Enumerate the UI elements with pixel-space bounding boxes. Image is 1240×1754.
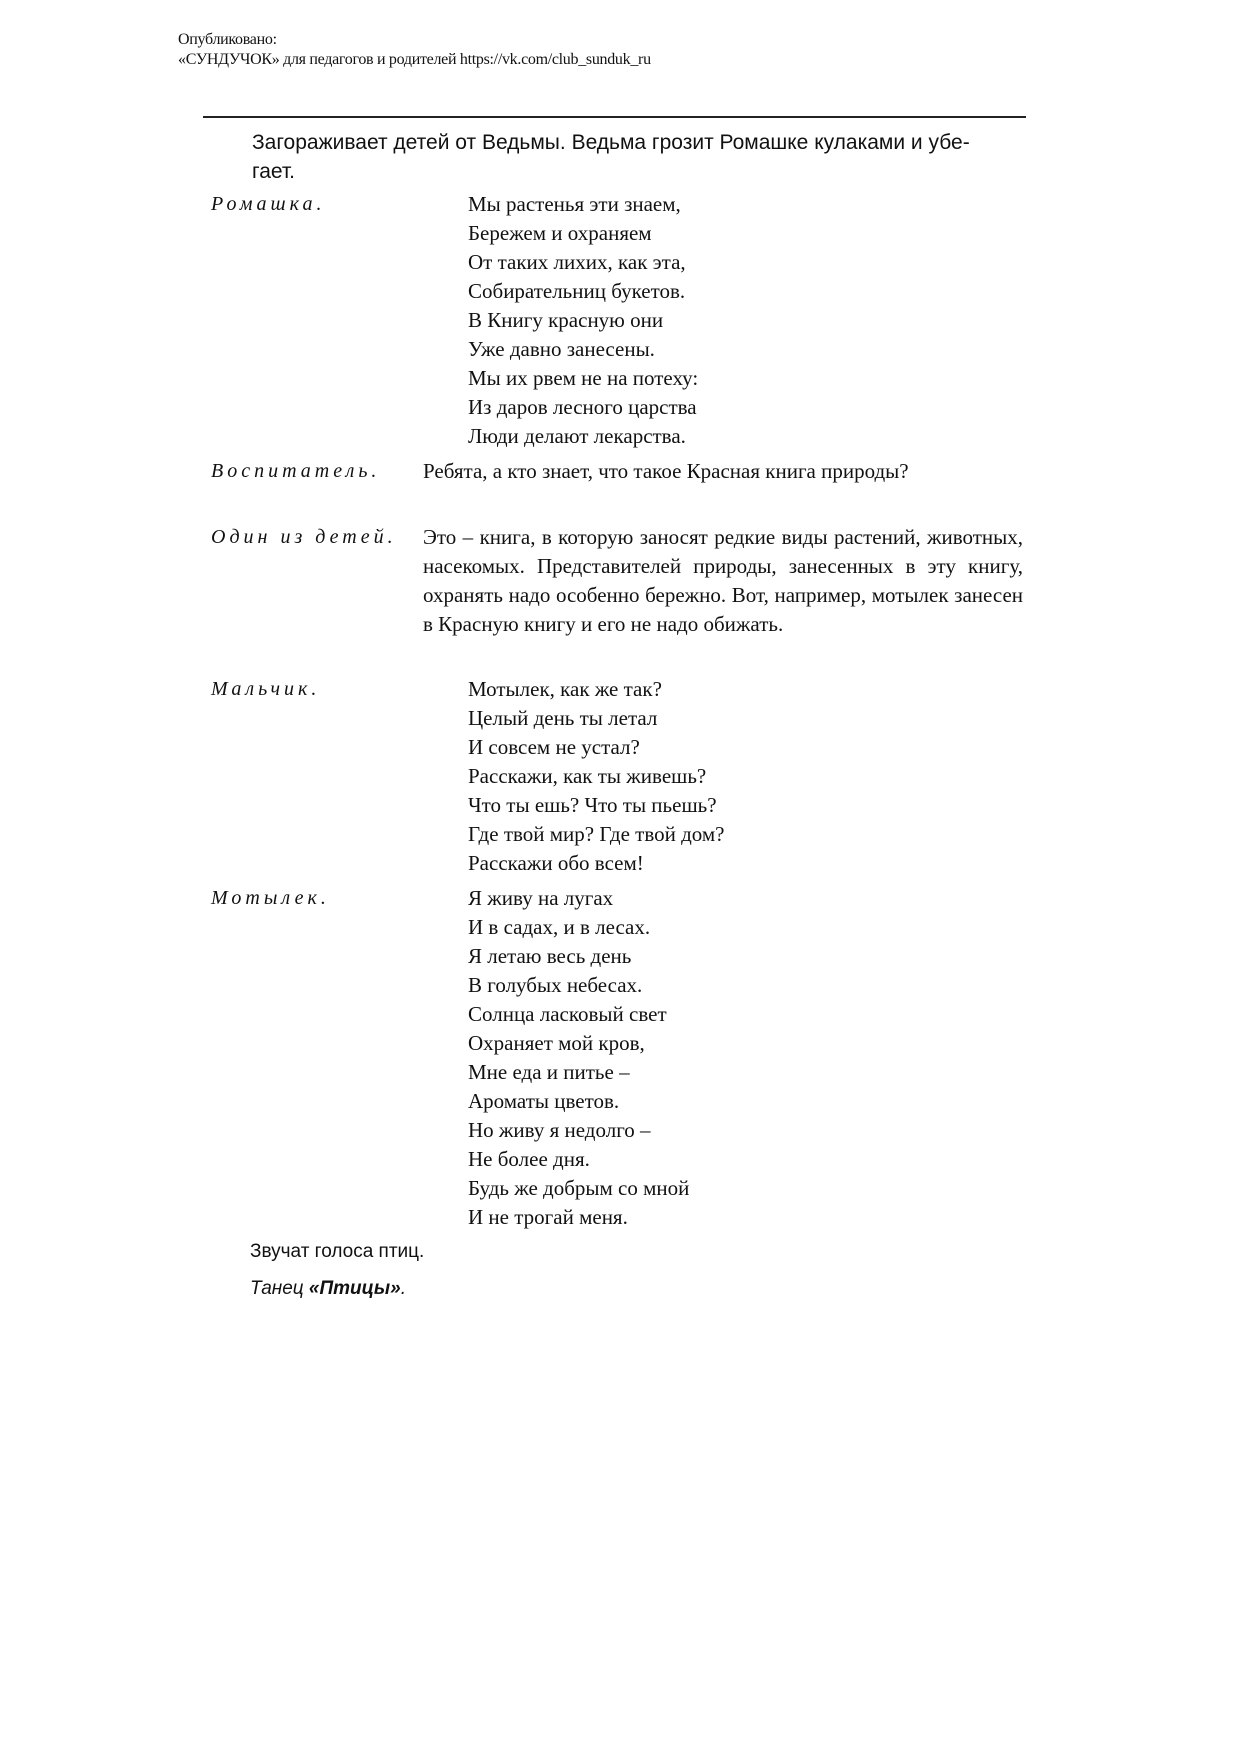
verse-line: Я живу на лугах [468,886,614,910]
speaker-vospitatel: Воспитатель. [211,460,381,482]
line-odin-iz-detey: Это – книга, в которую заносят редкие виды растений, животных, насекомых. Представителей природы, занесенных в эту книгу, охранять надо особенно бережно. Вот, например, мотылек занесен в Красную книгу и его не надо обижать. [423,525,1023,636]
stage-direction-birds: Звучат голоса птиц. [250,1241,425,1262]
dance-prefix: Танец [250,1278,309,1299]
intro-line: Загораживает детей от Ведьмы. Ведьма грозит Ромашке кулаками и убе- [252,131,970,154]
source-line: «СУНДУЧОК» для педагогов и родителей https://vk.com/club_sunduk_ru [178,51,651,68]
verse-line: Но живу я недолго – [468,1118,651,1142]
verse-line: Уже давно занесены. [468,337,655,361]
verse-malchik [468,675,725,878]
dance-name: «Птицы» [308,1278,401,1299]
verse-line: Расскажи обо всем! [468,851,644,875]
verse-line: Что ты ешь? Что ты пьешь? [468,793,717,817]
verse-line: В Книгу красную они [468,308,664,332]
verse-line: И в садах, и в лесах. [468,915,651,939]
verse-line: Целый день ты летал [468,706,658,730]
verse-line: Мы растенья эти знаем, [468,192,681,216]
verse-line: Мотылек, как же так? [468,677,662,701]
verse-line: Ароматы цветов. [468,1089,620,1113]
verse-line: Расскажи, как ты живешь? [468,764,707,788]
speaker-motylek: Мотылек. [211,887,330,909]
verse-line: Из даров лесного царства [468,395,697,419]
verse-line: И не трогай меня. [468,1205,628,1229]
stage-direction-dance [250,1274,406,1303]
intro-line: гает. [252,160,295,183]
published-label: Опубликовано: [178,31,277,48]
verse-line: Будь же добрым со мной [468,1176,690,1200]
verse-line: Мне еда и питье – [468,1060,630,1084]
verse-line: Я летаю весь день [468,944,632,968]
verse-line: Солнца ласковый свет [468,1002,667,1026]
verse-line: В голубых небесах. [468,973,643,997]
dance-suffix: . [400,1278,407,1299]
line-vospitatel: Ребята, а кто знает, что такое Красная книга природы? [423,459,909,483]
verse-line: Охраняет мой кров, [468,1031,645,1055]
verse-line: Люди делают лекарства. [468,424,686,448]
verse-line: Не более дня. [468,1147,590,1171]
verse-line: Бережем и охраняем [468,221,652,245]
verse-line: От таких лихих, как эта, [468,250,686,274]
stage-direction-intro [252,128,1022,186]
verse-line: Собирательниц букетов. [468,279,686,303]
speaker-romashka: Ромашка. [211,193,326,215]
speaker-malchik: Мальчик. [211,678,321,700]
verse-line: И совсем не устал? [468,735,640,759]
verse-romashka [468,190,698,451]
verse-line: Мы их рвем не на потеху: [468,366,699,390]
verse-line: Где твой мир? Где твой дом? [468,822,725,846]
verse-motylek [468,884,689,1232]
top-rule [203,116,1026,118]
speaker-odin-iz-detey: Один из детей. [211,526,397,548]
